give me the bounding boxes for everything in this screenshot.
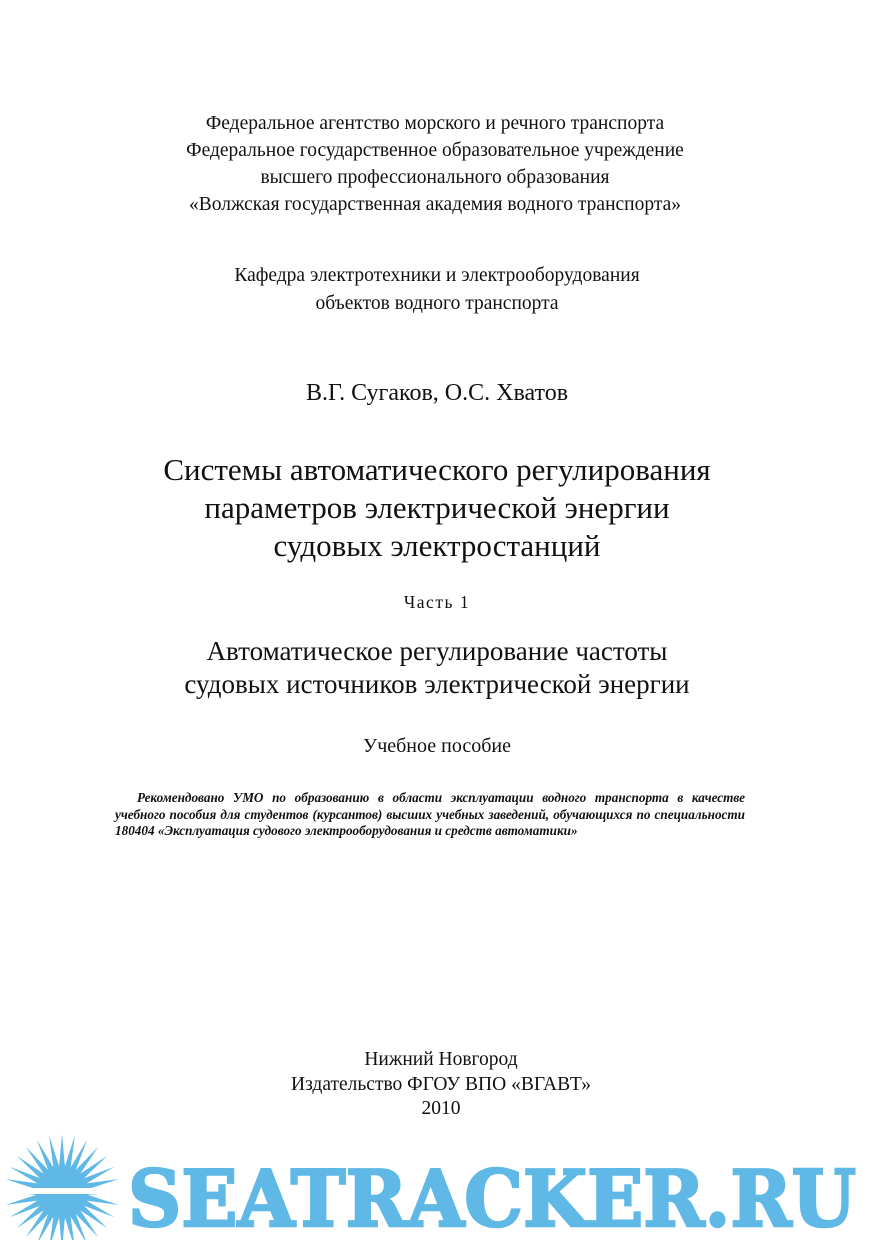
title-line: Системы автоматического регулирования — [163, 452, 711, 487]
watermark-text: SEATRACKER.RU — [128, 1154, 856, 1240]
subtitle-line: Автоматическое регулирование частоты — [206, 636, 668, 666]
authors: В.Г. Сугаков, О.С. Хватов — [305, 380, 569, 406]
org-line: Федеральное государственное образовательное учреждение — [186, 140, 684, 161]
imprint-publisher: Издательство ФГОУ ВПО «ВГАВТ» — [291, 1073, 591, 1095]
title-line: параметров электрической энергии — [204, 490, 670, 525]
book-title — [0, 451, 874, 565]
subtitle — [0, 635, 874, 701]
organization-header — [0, 110, 872, 218]
imprint-year: 2010 — [421, 1098, 461, 1119]
subtitle-line: судовых источников электрической энергии — [184, 669, 690, 699]
org-line: высшего профессионального образования — [260, 167, 610, 188]
imprint-city: Нижний Новгород — [364, 1049, 518, 1070]
dept-line: Кафедра электротехники и электрооборудования — [234, 265, 640, 286]
sun-icon — [0, 1134, 128, 1240]
department — [0, 262, 874, 318]
dept-line: объектов водного транспорта — [315, 293, 559, 314]
org-line: Федеральное агентство морского и речного транспорта — [205, 113, 665, 134]
part-label: Часть 1 — [403, 592, 471, 612]
recommendation-text: Рекомендовано УМО по образованию в области эксплуатации водного транспорта в качестве учебного пособия для студентов (курсантов) высших учебных заведений, обучающихся по специальности 180404 «Эксплуатация судового электрооборудования и средств автоматики» — [115, 790, 745, 839]
title-line: судовых электростанций — [273, 528, 601, 563]
watermark — [0, 1130, 874, 1240]
document-type: Учебное пособие — [363, 735, 511, 757]
org-line: «Волжская государственная академия водного транспорта» — [188, 194, 681, 215]
imprint — [4, 1048, 874, 1122]
sun-horizon — [0, 1188, 128, 1194]
